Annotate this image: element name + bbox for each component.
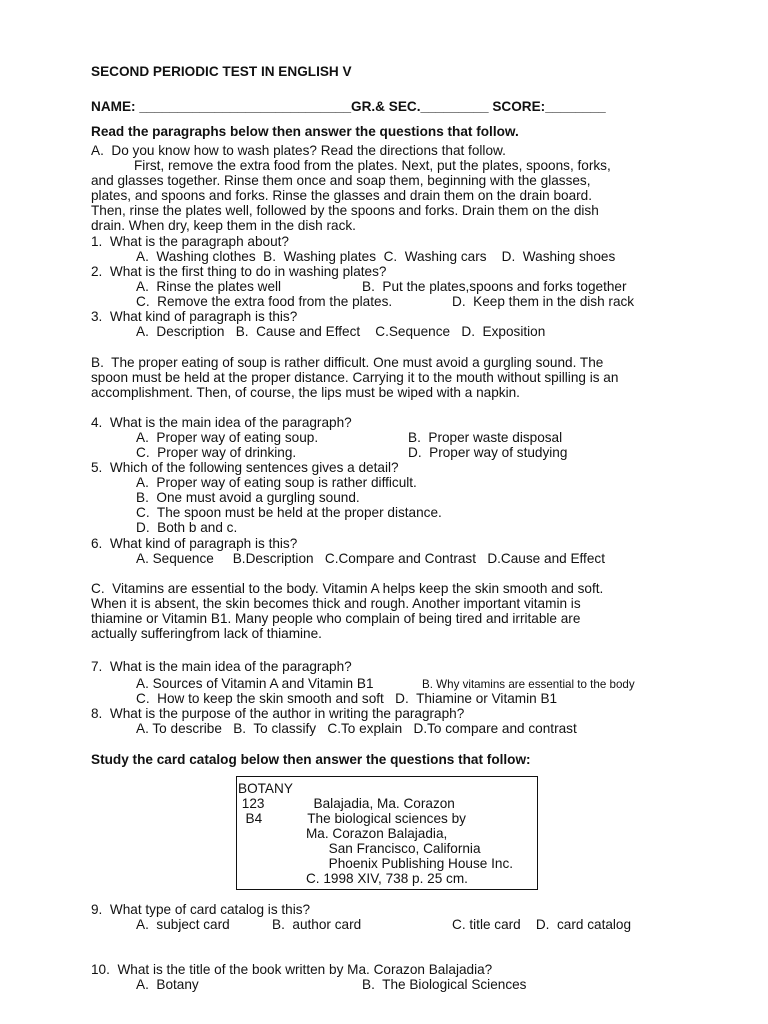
paragraph-c-line: thiamine or Vitamin B1. Many people who complain of being tired and irritable are [91,611,581,626]
paragraph-b-line: B. The proper eating of soup is rather difficult. One must avoid a gurgling sound. The [91,355,604,370]
question-7-option-a: A. Sources of Vitamin A and Vitamin B1 [136,676,374,691]
paragraph-b-line: accomplishment. Then, of course, the lips must be wiped with a napkin. [91,385,520,400]
section-a-intro: A. Do you know how to wash plates? Read the directions that follow. [91,143,506,158]
question-7: 7. What is the main idea of the paragraph? [91,659,352,674]
question-4-option-d: D. Proper way of studying [408,445,568,460]
card-line: Phoenix Publishing House Inc. [238,856,514,871]
question-4: 4. What is the main idea of the paragraph? [91,415,352,430]
question-3: 3. What kind of paragraph is this? [91,309,298,324]
question-2-option-c: C. Remove the extra food from the plates. [136,294,393,309]
question-2: 2. What is the first thing to do in washing plates? [91,264,387,279]
question-2-option-a: A. Rinse the plates well [136,279,282,294]
question-9-option-a: A. subject card [136,917,230,932]
question-10-option-b: B. The Biological Sciences [362,977,527,992]
question-1-options: A. Washing clothes B. Washing plates C. Washing cars D. Washing shoes [136,249,616,264]
question-5-option: C. The spoon must be held at the proper distance. [136,505,442,520]
question-9-option-b: B. author card [272,917,362,932]
question-8: 8. What is the purpose of the author in writing the paragraph? [91,706,465,721]
paragraph-c-line: When it is absent, the skin becomes thick and rough. Another important vitamin is [91,596,581,611]
card-line: C. 1998 XIV, 738 p. 25 cm. [238,871,468,886]
paragraph-c-line: C. Vitamins are essential to the body. Vitamin A helps keep the skin smooth and soft. [91,581,604,596]
question-1: 1. What is the paragraph about? [91,234,289,249]
question-2-option-b: B. Put the plates,spoons and forks together [362,279,627,294]
question-7-options-c-d: C. How to keep the skin smooth and soft D. Thiamine or Vitamin B1 [136,691,558,706]
question-9-options-c-d: C. title card D. card catalog [452,917,632,932]
paragraph-a-line: First, remove the extra food from the plates. Next, put the plates, spoons, forks, [134,158,611,173]
paragraph-a-line: drain. When dry, keep them in the dish rack. [91,218,356,233]
question-9: 9. What type of card catalog is this? [91,902,311,917]
card-line: BOTANY [238,781,293,796]
card-line: Ma. Corazon Balajadia, [238,826,448,841]
question-5-option: D. Both b and c. [136,520,238,535]
card-line: San Francisco, California [238,841,481,856]
paragraph-a-line: Then, rinse the plates well, followed by the spoons and forks. Drain them on the dish [91,203,599,218]
question-4-option-a: A. Proper way of eating soup. [136,430,319,445]
question-2-option-d: D. Keep them in the dish rack [452,294,635,309]
question-3-options: A. Description B. Cause and Effect C.Sequence D. Exposition [136,324,546,339]
question-10-option-a: A. Botany [136,977,199,992]
card-line: B4 The biological sciences by [238,811,466,826]
card-line: 123 Balajadia, Ma. Corazon [238,796,455,811]
paragraph-b-line: spoon must be held at the proper distance. Carrying it to the mouth without spilling is an [91,370,619,385]
question-5-option: B. One must avoid a gurgling sound. [136,490,360,505]
question-6-options: A. Sequence B.Description C.Compare and Contrast D.Cause and Effect [136,551,605,566]
question-5-option: A. Proper way of eating soup is rather difficult. [136,475,417,490]
paragraph-a-line: and glasses together. Rinse them once and soap them, beginning with the glasses, [91,173,591,188]
paragraph-a-line: plates, and spoons and forks. Rinse the glasses and drain them on the drain board. [91,188,593,203]
paragraph-c-line: actually sufferingfrom lack of thiamine. [91,626,322,641]
question-6: 6. What kind of paragraph is this? [91,536,298,551]
question-4-option-b: B. Proper waste disposal [408,430,563,445]
question-8-options: A. To describe B. To classify C.To explain D.To compare and contrast [136,721,577,736]
instruction-text: Read the paragraphs below then answer the questions that follow. [91,124,519,139]
page-title: SECOND PERIODIC TEST IN ENGLISH V [91,64,352,79]
card-catalog-instruction: Study the card catalog below then answer the questions that follow: [91,752,531,767]
question-7-option-b: B. Why vitamins are essential to the body [422,678,635,691]
question-5: 5. Which of the following sentences gives a detail? [91,460,399,475]
question-10: 10. What is the title of the book written by Ma. Corazon Balajadia? [91,962,493,977]
question-4-option-c: C. Proper way of drinking. [136,445,297,460]
name-grade-score-line: NAME: ____________________________GR.& SEC._________ SCORE:________ [91,99,606,114]
